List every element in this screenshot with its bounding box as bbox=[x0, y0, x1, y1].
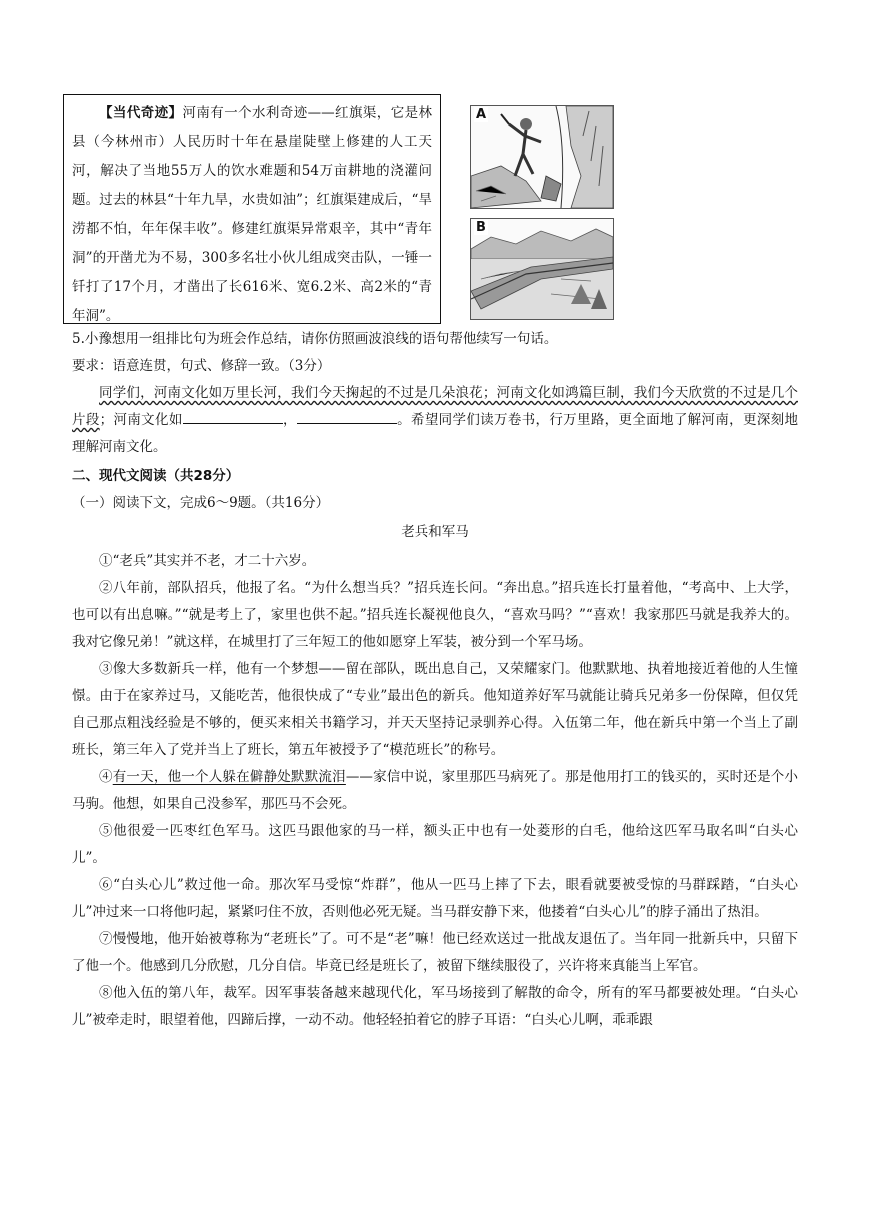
info-box-text bbox=[72, 99, 432, 331]
paragraph-2: ②八年前，部队招兵，他报了名。“为什么想当兵？”招兵连长问。“奔出息。”招兵连长打量着他，“考高中、上大学，也可以有出息嘛。”“就是考上了，家里也供不起。”招兵连长凝视他良久，“喜欢马吗？”“喜欢！我家那匹马就是我养大的。我对它像兄弟！”就这样，在城里打了三年短工的他如愿穿上军装，被分到一个军马场。 bbox=[72, 580, 798, 650]
canal-landscape-drawing bbox=[471, 219, 613, 319]
wavy-sentence: 同学们，河南文化如万里长河，我们今天掬起的不过是几朵浪花；河南文化如鸿篇巨制，我们今天欣赏的不过是几个片段 bbox=[72, 385, 798, 428]
paragraph-3: ③像大多数新兵一样，他有一个梦想——留在部队，既出息自己，又荣耀家门。他默默地、执着地接近着他的人生憧憬。由于在家养过马，又能吃苦，他很快成了“专业”最出色的新兵。他知道养好军马就能让骑兵兄弟多一份保障，但仅凭自己那点粗浅经验是不够的，便买来相关书籍学习，并天天坚持记录驯养心得。入伍第二年，他在新兵中第一个当上了副班长，第三年入了党并当上了班长，第五年被授予了“模范班长”的称号。 bbox=[72, 661, 798, 758]
info-box-title: 【当代奇迹】 bbox=[99, 105, 183, 121]
q5-continue: ；河南文化如 bbox=[99, 412, 183, 428]
paragraph-4-rest: ——家信中说，家里那匹马病死了。那是他用打工的钱买的，买时还是个小马驹。他想，如果自己没参军，那匹马不会死。 bbox=[72, 769, 799, 812]
section-subheading: （一）阅读下文，完成6～9题。（共16分） bbox=[72, 495, 330, 511]
main-text bbox=[72, 326, 798, 1034]
section-heading: 二、现代文阅读（共28分） bbox=[72, 468, 240, 484]
paragraph-4 bbox=[72, 764, 798, 818]
q5-requirement: 要求：语意连贯，句式、修辞一致。（3分） bbox=[72, 358, 331, 374]
illustration-b bbox=[470, 218, 614, 320]
paragraph-7: ⑦慢慢地，他开始被尊称为“老班长”了。可不是“老”嘛！他已经欢送过一批战友退伍了。当年同一批新兵中，只留下了他一个。他感到几分欣慰，几分自信。毕竟已经是班长了，被留下继续服役了，兴许将来真能当上军官。 bbox=[72, 931, 798, 974]
q5-comma: ， bbox=[282, 412, 297, 428]
q5-passage bbox=[72, 380, 798, 461]
answer-blank-2[interactable] bbox=[297, 409, 397, 424]
paragraph-4-number: ④ bbox=[99, 769, 113, 785]
answer-blank-1[interactable] bbox=[183, 409, 283, 424]
worker-on-cliff-drawing bbox=[471, 106, 613, 208]
paragraph-1: ①“老兵”其实并不老，才二十六岁。 bbox=[99, 553, 316, 569]
info-box bbox=[63, 94, 441, 324]
illustration-a bbox=[470, 105, 614, 209]
q5-prompt: 5.小豫想用一组排比句为班会作总结，请你仿照画波浪线的语句帮他续写一句话。 bbox=[72, 331, 558, 347]
article-title: 老兵和军马 bbox=[401, 524, 469, 540]
underlined-sentence: 有一天，他一个人躲在僻静处默默流泪 bbox=[112, 769, 346, 785]
q5-tail: 。希望同学们读万卷书，行万里路，更全面地了解河南，更深刻地理解河南文化。 bbox=[72, 412, 799, 455]
illustration-b-label: B bbox=[476, 220, 486, 235]
illustration-a-label: A bbox=[476, 107, 487, 122]
info-box-body: 河南有一个水利奇迹——红旗渠，它是林县（今林州市）人民历时十年在悬崖陡壁上修建的人工天河，解决了当地55万人的饮水难题和54万亩耕地的浇灌问题。过去的林县“十年九旱，水贵如油”；红旗渠建成后，“旱涝都不怕，年年保丰收”。修建红旗渠异常艰辛，其中“青年洞”的开凿尤为不易，300多名壮小伙儿组成突击队，一锤一钎打了17个月，才凿出了长616米、宽6.2米、高2米的“青年洞”。 bbox=[72, 105, 433, 324]
paragraph-5: ⑤他很爱一匹枣红色军马。这匹马跟他家的马一样，额头正中也有一处菱形的白毛，他给这匹军马取名叫“白头心儿”。 bbox=[72, 823, 798, 866]
paragraph-8: ⑧他入伍的第八年，裁军。因军事装备越来越现代化，军马场接到了解散的命令，所有的军马都要被处理。“白头心儿”被牵走时，眼望着他，四蹄后撑，一动不动。他轻轻拍着它的脖子耳语：“白头心儿啊，乖乖跟 bbox=[72, 985, 798, 1028]
paragraph-6: ⑥“白头心儿”救过他一命。那次军马受惊“炸群”，他从一匹马上摔了下去，眼看就要被受惊的马群踩踏，“白头心儿”冲过来一口将他叼起，紧紧叼住不放，否则他必死无疑。当马群安静下来，他搂着“白头心儿”的脖子涌出了热泪。 bbox=[72, 877, 798, 920]
